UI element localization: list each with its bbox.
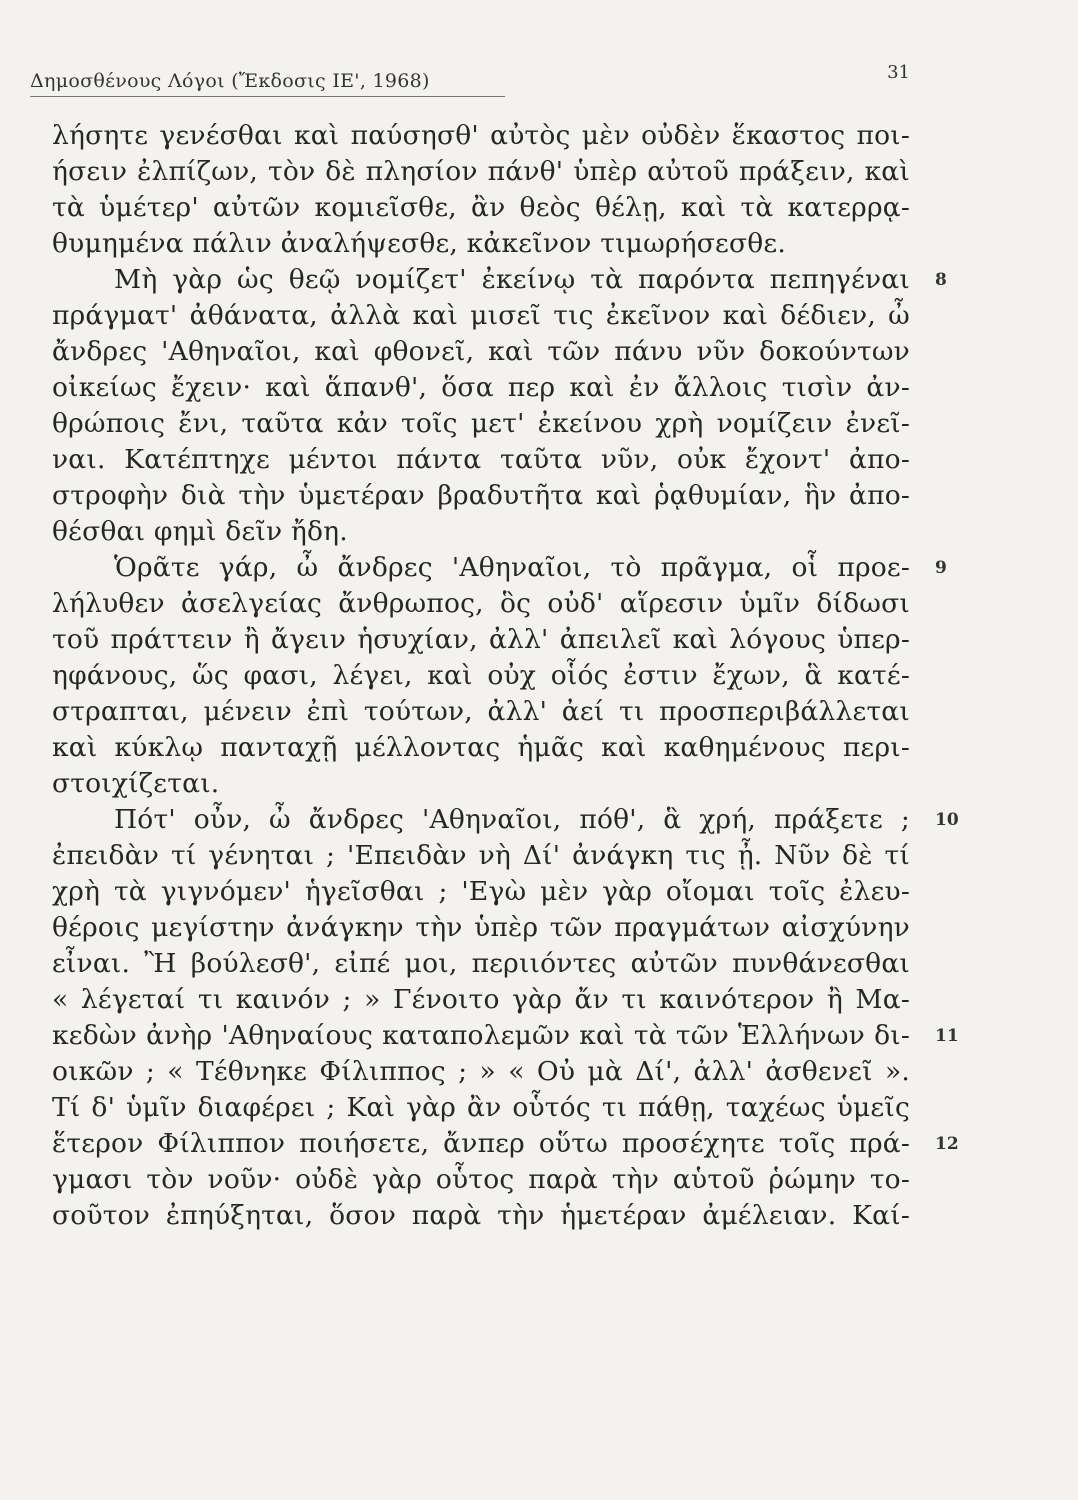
- section-number: 12: [935, 1134, 959, 1154]
- text-line: ἄνδρες 'Αθηναῖοι, καὶ φθονεῖ, καὶ τῶν πάνυ νῦν δοκούντων: [52, 336, 910, 367]
- text-line: λήσητε γενέσθαι καὶ παύσησθ' αὐτὸς μὲν οὐδὲν ἕκαστος ποι-: [52, 120, 910, 151]
- text-line: στραπται, μένειν ἐπὶ τούτων, ἀλλ' ἀεί τι προσπεριβάλλεται: [52, 696, 910, 727]
- text-line: στροφὴν διὰ τὴν ὑμετέραν βραδυτῆτα καὶ ῥᾳθυμίαν, ἣν ἀπο-: [52, 480, 910, 511]
- text-line: Ὁρᾶτε γάρ, ὦ ἄνδρες 'Αθηναῖοι, τὸ πρᾶγμα, οἷ προε-: [114, 552, 910, 583]
- text-line: οἰκείως ἔχειν· καὶ ἅπανθ', ὅσα περ καὶ ἐν ἄλλοις τισὶν ἀν-: [52, 372, 910, 403]
- text-line: θέροις μεγίστην ἀνάγκην τὴν ὑπὲρ τῶν πραγμάτων αἰσχύνην: [52, 912, 910, 943]
- header-rule: [30, 96, 505, 97]
- text-line: τοῦ πράττειν ἢ ἄγειν ἡσυχίαν, ἀλλ' ἀπειλεῖ καὶ λόγους ὑπερ-: [52, 624, 910, 655]
- text-line: θυμημένα πάλιν ἀναλήψεσθε, κἀκεῖνον τιμωρήσεσθε.: [52, 228, 786, 259]
- page-number: 31: [887, 62, 910, 83]
- text-line: ήσειν ἐλπίζων, τὸν δὲ πλησίον πάνθ' ὑπὲρ αὐτοῦ πράξειν, καὶ: [52, 156, 910, 187]
- text-line: Τί δ' ὑμῖν διαφέρει ; Καὶ γὰρ ἂν οὗτός τι πάθῃ, ταχέως ὑμεῖς: [52, 1092, 910, 1123]
- text-line: ναι. Κατέπτηχε μέντοι πάντα ταῦτα νῦν, οὐκ ἔχοντ' ἀπο-: [52, 444, 910, 475]
- text-line: κεδὼν ἀνὴρ 'Αθηναίους καταπολεμῶν καὶ τὰ τῶν Ἑλλήνων δι-: [52, 1020, 910, 1051]
- text-line: τὰ ὑμέτερ' αὐτῶν κομιεῖσθε, ἂν θεὸς θέλῃ, καὶ τὰ κατερρᾳ-: [52, 192, 910, 223]
- text-line: ηφάνους, ὥς φασι, λέγει, καὶ οὐχ οἷός ἐστιν ἔχων, ἃ κατέ-: [52, 660, 910, 691]
- text-line: Πότ' οὖν, ὦ ἄνδρες 'Αθηναῖοι, πόθ', ἃ χρή, πράξετε ;: [114, 804, 910, 835]
- section-number: 8: [935, 270, 947, 290]
- text-line: χρὴ τὰ γιγνόμεν' ἡγεῖσθαι ; 'Εγὼ μὲν γὰρ οἴομαι τοῖς ἐλευ-: [52, 876, 910, 907]
- text-line: θρώποις ἔνι, ταῦτα κἀν τοῖς μετ' ἐκείνου χρὴ νομίζειν ἐνεῖ-: [52, 408, 910, 439]
- text-line: πράγματ' ἀθάνατα, ἀλλὰ καὶ μισεῖ τις ἐκεῖνον καὶ δέδιεν, ὦ: [52, 300, 910, 331]
- text-line: εἶναι. Ἢ βούλεσθ', εἰπέ μοι, περιιόντες αὐτῶν πυνθάνεσθαι: [52, 948, 910, 979]
- section-number: 10: [935, 810, 959, 830]
- text-line: στοιχίζεται.: [52, 768, 220, 799]
- text-line: γμασι τὸν νοῦν· οὐδὲ γὰρ οὗτος παρὰ τὴν αὑτοῦ ῥώμην το-: [52, 1164, 910, 1195]
- text-line: οικῶν ; « Τέθνηκε Φίλιππος ; » « Οὐ μὰ Δί', ἀλλ' ἀσθενεῖ ».: [52, 1056, 910, 1087]
- text-line: θέσθαι φημὶ δεῖν ἤδη.: [52, 516, 348, 547]
- text-line: καὶ κύκλῳ πανταχῇ μέλλοντας ἡμᾶς καὶ καθημένους περι-: [52, 732, 910, 763]
- text-line: ἕτερον Φίλιππον ποιήσετε, ἄνπερ οὕτω προσέχητε τοῖς πρά-: [52, 1128, 910, 1159]
- text-line: « λέγεταί τι καινόν ; » Γένοιτο γὰρ ἄν τι καινότερον ἢ Μα-: [52, 984, 910, 1015]
- text-line: ἐπειδὰν τί γένηται ; 'Επειδὰν νὴ Δί' ἀνάγκη τις ᾖ. Νῦν δὲ τί: [52, 840, 910, 871]
- section-number: 9: [935, 558, 947, 578]
- text-line: σοῦτον ἐπηύξηται, ὅσον παρὰ τὴν ἡμετέραν ἀμέλειαν. Καί-: [52, 1200, 910, 1231]
- running-head: Δημοσθένους Λόγοι (Ἔκδοσις ΙΕ', 1968): [30, 70, 430, 92]
- section-number: 11: [935, 1026, 959, 1046]
- text-line: λήλυθεν ἀσελγείας ἄνθρωπος, ὃς οὐδ' αἵρεσιν ὑμῖν δίδωσι: [52, 588, 910, 619]
- text-line: Μὴ γὰρ ὡς θεῷ νομίζετ' ἐκείνῳ τὰ παρόντα πεπηγέναι: [114, 264, 910, 295]
